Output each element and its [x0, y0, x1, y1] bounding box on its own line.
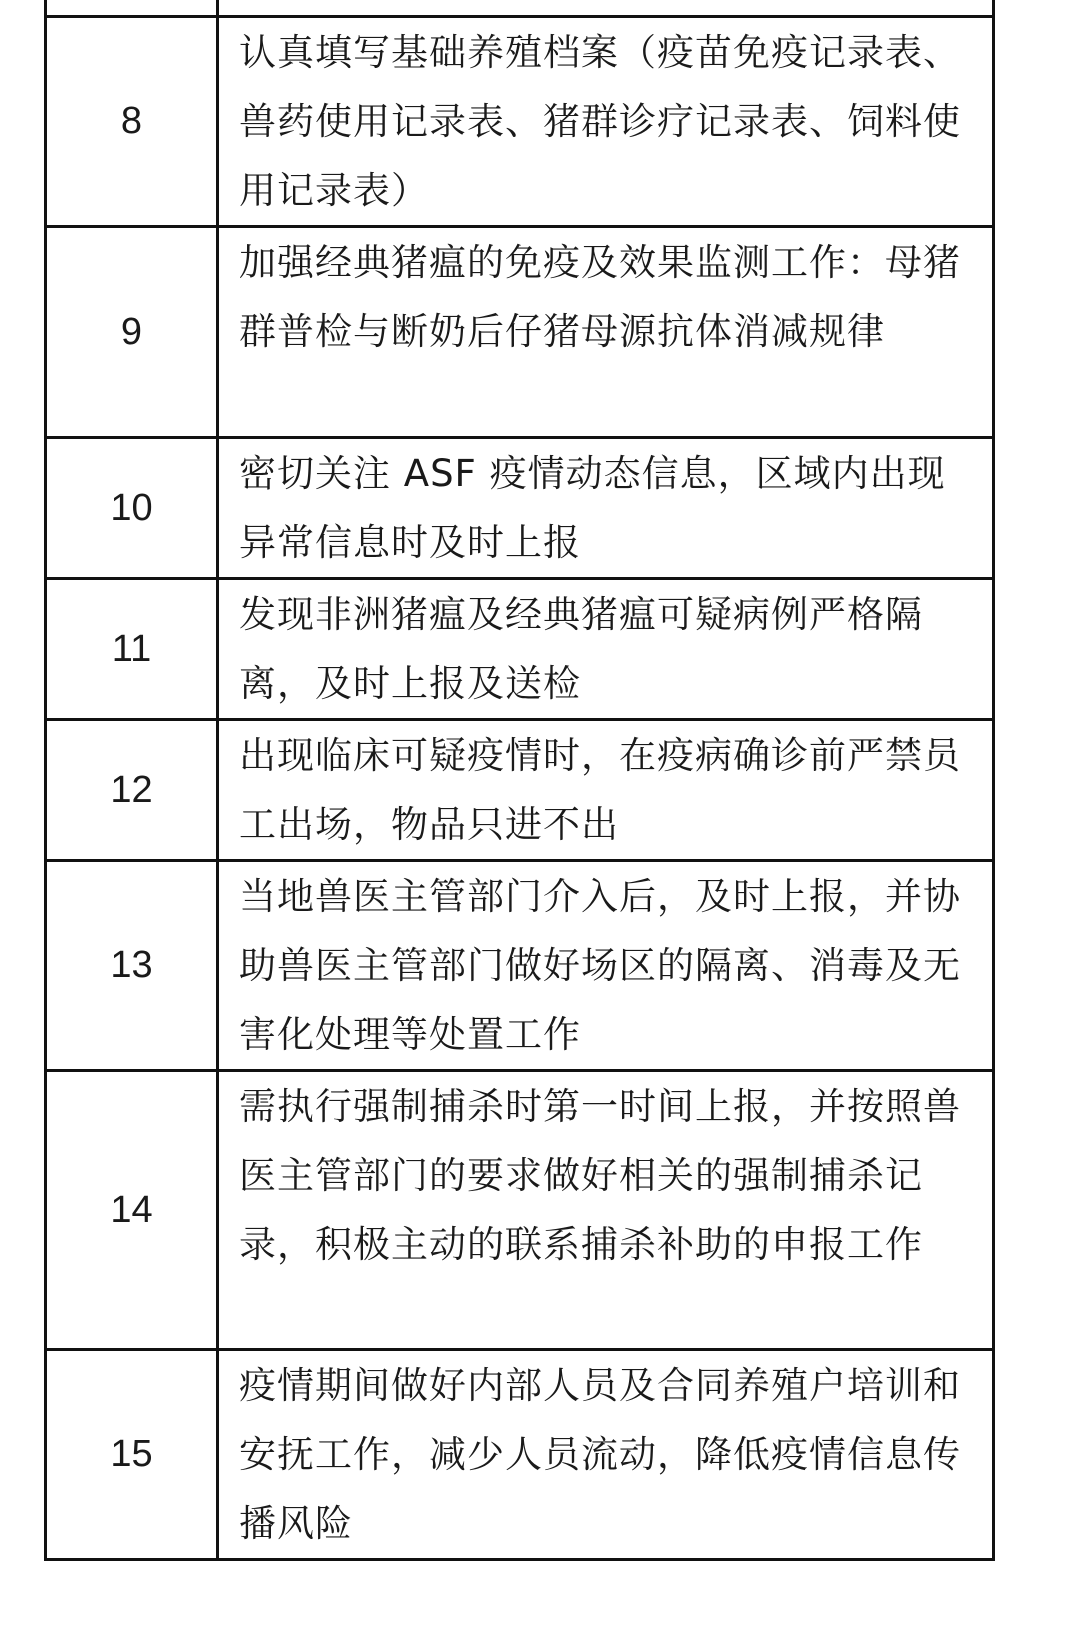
row-number: 8 — [46, 17, 218, 227]
table-row — [46, 861, 994, 1071]
row-text: 当地兽医主管部门介入后，及时上报，并协助兽医主管部门做好场区的隔离、消毒及无害化处理等处置工作 — [218, 861, 994, 1071]
row-text: 密切关注 ASF 疫情动态信息，区域内出现异常信息时及时上报 — [218, 438, 994, 579]
row-number: 10 — [46, 438, 218, 579]
row-text: 需执行强制捕杀时第一时间上报，并按照兽医主管部门的要求做好相关的强制捕杀记录，积极主动的联系捕杀补助的申报工作 — [218, 1071, 994, 1350]
row-text: 加强经典猪瘟的免疫及效果监测工作：母猪群普检与断奶后仔猪母源抗体消减规律 — [218, 227, 994, 438]
row-text: 出现临床可疑疫情时，在疫病确诊前严禁员工出场，物品只进不出 — [218, 720, 994, 861]
row-number: 11 — [46, 579, 218, 720]
measures-table — [44, 0, 995, 1561]
table-row — [46, 438, 994, 579]
table-row — [46, 720, 994, 861]
row-text: 认真填写基础养殖档案（疫苗免疫记录表、兽药使用记录表、猪群诊疗记录表、饲料使用记录表） — [218, 17, 994, 227]
table-row — [46, 1350, 994, 1560]
row-number: 12 — [46, 720, 218, 861]
row-text: 发现非洲猪瘟及经典猪瘟可疑病例严格隔离，及时上报及送检 — [218, 579, 994, 720]
row-number: 14 — [46, 1071, 218, 1350]
table-row — [46, 0, 994, 17]
row-number: 13 — [46, 861, 218, 1071]
row-number: 9 — [46, 227, 218, 438]
row-number — [46, 0, 218, 17]
row-text: 疫情期间做好内部人员及合同养殖户培训和安抚工作，减少人员流动，降低疫情信息传播风险 — [218, 1350, 994, 1560]
table-row — [46, 1071, 994, 1350]
table-row — [46, 17, 994, 227]
table-row — [46, 579, 994, 720]
row-text — [218, 0, 994, 17]
table-row — [46, 227, 994, 438]
row-number: 15 — [46, 1350, 218, 1560]
